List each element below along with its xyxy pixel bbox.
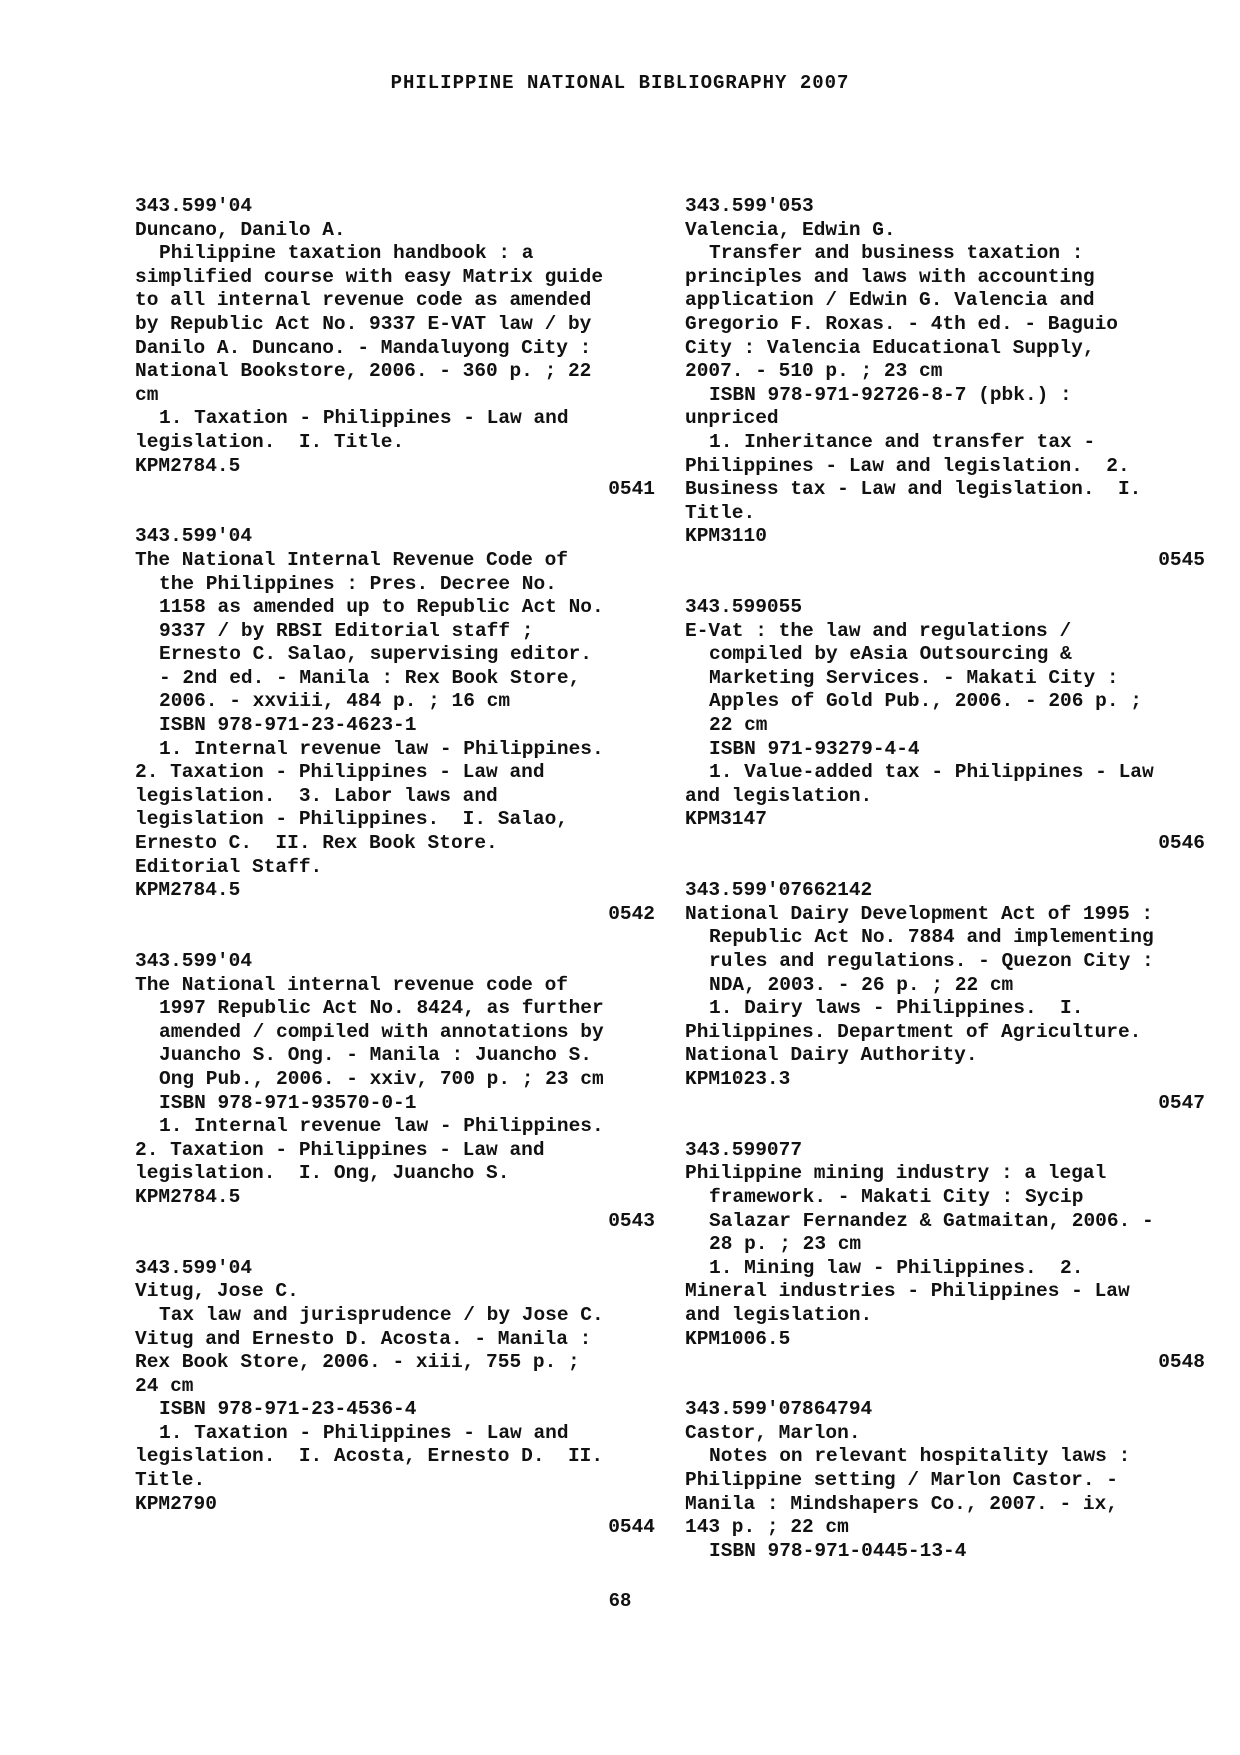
entry-line: Title. bbox=[685, 501, 756, 524]
class-number: 343.599'04 bbox=[135, 1256, 253, 1279]
entry-line: Editorial Staff. bbox=[135, 855, 323, 878]
entry-line: Valencia, Edwin G. bbox=[685, 218, 896, 241]
entry-line: KPM1023.3 bbox=[685, 1067, 791, 1090]
entry-line: KPM2790 bbox=[135, 1492, 217, 1515]
class-number: 343.599055 bbox=[685, 596, 803, 619]
bibliographic-entry bbox=[135, 195, 655, 502]
class-number: 343.599'07662142 bbox=[685, 879, 873, 902]
entry-line: compiled by eAsia Outsourcing & bbox=[709, 643, 1072, 666]
entry-line: Vitug, Jose C. bbox=[135, 1280, 299, 1303]
entry-line: KPM2784.5 bbox=[135, 454, 241, 477]
entry-line: 2006. - xxviii, 484 p. ; 16 cm bbox=[159, 690, 511, 713]
class-number: 343.599'053 bbox=[685, 195, 814, 217]
entry-line: KPM2784.5 bbox=[135, 879, 241, 902]
entry-line: KPM3110 bbox=[685, 525, 767, 548]
entry-line: National Dairy Authority. bbox=[685, 1044, 978, 1067]
entry-line: National Bookstore, 2006. - 360 p. ; 22 bbox=[135, 360, 592, 383]
entry-number: 0543 bbox=[608, 1209, 655, 1232]
entry-number: 0547 bbox=[1158, 1091, 1205, 1114]
entry-line: The National internal revenue code of bbox=[135, 973, 568, 996]
entry-line: 1. Mining law - Philippines. 2. bbox=[709, 1256, 1084, 1279]
entry-line: Transfer and business taxation : bbox=[709, 242, 1084, 265]
entry-line: to all internal revenue code as amended bbox=[135, 289, 592, 312]
entry-line: Tax law and jurisprudence / by Jose C. bbox=[159, 1303, 604, 1326]
entry-line: legislation. I. Title. bbox=[135, 430, 405, 453]
entry-number: 0544 bbox=[608, 1516, 655, 1539]
class-number: 343.599'04 bbox=[135, 950, 253, 972]
entry-line: KPM3147 bbox=[685, 808, 767, 831]
entry-line: 1. Internal revenue law - Philippines. bbox=[159, 737, 604, 760]
class-number: 343.599'04 bbox=[135, 195, 253, 217]
entry-line: framework. - Makati City : Sycip bbox=[709, 1185, 1084, 1208]
entry-line: Philippine taxation handbook : a bbox=[159, 242, 534, 265]
bibliographic-entry bbox=[135, 950, 655, 1233]
entry-line: Mineral industries - Philippines - Law bbox=[685, 1280, 1130, 1303]
entry-line: Business tax - Law and legislation. I. bbox=[685, 478, 1142, 501]
entry-line: Title. bbox=[135, 1469, 206, 1492]
right-column bbox=[685, 195, 1205, 1587]
entry-line: The National Internal Revenue Code of bbox=[135, 548, 568, 571]
entry-line: Philippines. Department of Agriculture. bbox=[685, 1020, 1142, 1043]
entry-line: the Philippines : Pres. Decree No. bbox=[159, 572, 557, 595]
entry-line: Ernesto C. II. Rex Book Store. bbox=[135, 832, 498, 855]
entry-line: unpriced bbox=[685, 407, 779, 430]
entry-line: Marketing Services. - Makati City : bbox=[709, 666, 1119, 689]
left-column bbox=[135, 195, 655, 1563]
entry-line: ISBN 978-971-23-4623-1 bbox=[159, 714, 417, 737]
entry-line: 1. Dairy laws - Philippines. I. bbox=[709, 997, 1084, 1020]
bibliographic-entry bbox=[685, 195, 1205, 573]
entry-number: 0545 bbox=[1158, 548, 1205, 571]
entry-line: 1. Taxation - Philippines - Law and bbox=[159, 407, 569, 430]
entry-number: 0542 bbox=[608, 902, 655, 925]
entry-line: Gregorio F. Roxas. - 4th ed. - Baguio bbox=[685, 312, 1118, 335]
entry-number: 0546 bbox=[1158, 832, 1205, 855]
entry-line: 24 cm bbox=[135, 1374, 194, 1397]
entry-line: and legislation. bbox=[685, 784, 873, 807]
entry-line: 1. Taxation - Philippines - Law and bbox=[159, 1421, 569, 1444]
entry-line: simplified course with easy Matrix guide bbox=[135, 265, 604, 288]
entry-line: amended / compiled with annotations by bbox=[159, 1020, 604, 1043]
class-number: 343.599077 bbox=[685, 1138, 803, 1161]
entry-line: legislation. I. Acosta, Ernesto D. II. bbox=[135, 1445, 604, 1468]
entry-line: Rex Book Store, 2006. - xiii, 755 p. ; bbox=[135, 1351, 580, 1374]
entry-line: ISBN 978-971-23-4536-4 bbox=[159, 1398, 417, 1421]
entry-line: - 2nd ed. - Manila : Rex Book Store, bbox=[159, 666, 581, 689]
entry-line: ISBN 978-971-92726-8-7 (pbk.) : bbox=[709, 383, 1072, 406]
entry-line: National Dairy Development Act of 1995 : bbox=[685, 902, 1154, 925]
entry-line: legislation - Philippines. I. Salao, bbox=[135, 808, 568, 831]
entry-line: E-Vat : the law and regulations / bbox=[685, 619, 1072, 642]
entry-line: City : Valencia Educational Supply, bbox=[685, 336, 1095, 359]
entry-line: Manila : Mindshapers Co., 2007. - ix, bbox=[685, 1492, 1118, 1515]
entry-line: by Republic Act No. 9337 E-VAT law / by bbox=[135, 312, 592, 335]
entry-line: 143 p. ; 22 cm bbox=[685, 1516, 849, 1539]
entry-line: 1. Internal revenue law - Philippines. bbox=[159, 1115, 604, 1138]
bibliographic-entry bbox=[685, 596, 1205, 856]
entry-line: application / Edwin G. Valencia and bbox=[685, 289, 1095, 312]
entry-line: Apples of Gold Pub., 2006. - 206 p. ; bbox=[709, 690, 1142, 713]
entry-line: Notes on relevant hospitality laws : bbox=[709, 1445, 1131, 1468]
entry-line: Republic Act No. 7884 and implementing bbox=[709, 926, 1154, 949]
entry-line: ISBN 971-93279-4-4 bbox=[709, 737, 920, 760]
entry-line: 9337 / by RBSI Editorial staff ; bbox=[159, 619, 534, 642]
entry-line: Philippine setting / Marlon Castor. - bbox=[685, 1469, 1118, 1492]
page-number: 68 bbox=[608, 1590, 632, 1612]
entry-line: Philippines - Law and legislation. 2. bbox=[685, 454, 1130, 477]
entry-line: 28 p. ; 23 cm bbox=[709, 1233, 862, 1256]
class-number: 343.599'04 bbox=[135, 525, 253, 548]
entry-line: Vitug and Ernesto D. Acosta. - Manila : bbox=[135, 1327, 592, 1350]
entry-line: legislation. I. Ong, Juancho S. bbox=[135, 1162, 510, 1185]
entry-line: cm bbox=[135, 383, 159, 406]
page-header: PHILIPPINE NATIONAL BIBLIOGRAPHY 2007 bbox=[390, 72, 850, 94]
entry-line: Danilo A. Duncano. - Mandaluyong City : bbox=[135, 336, 592, 359]
entry-line: principles and laws with accounting bbox=[685, 265, 1095, 288]
entry-line: KPM1006.5 bbox=[685, 1327, 791, 1350]
entry-line: ISBN 978-971-93570-0-1 bbox=[159, 1091, 417, 1114]
entry-line: KPM2784.5 bbox=[135, 1185, 241, 1208]
bibliographic-entry bbox=[685, 879, 1205, 1115]
bibliographic-entry bbox=[685, 1398, 1205, 1563]
entry-line: Duncano, Danilo A. bbox=[135, 218, 346, 241]
bibliographic-entry bbox=[685, 1139, 1205, 1375]
entry-line: NDA, 2003. - 26 p. ; 22 cm bbox=[709, 973, 1014, 996]
entry-line: ISBN 978-971-0445-13-4 bbox=[709, 1539, 967, 1562]
entry-line: Philippine mining industry : a legal bbox=[685, 1162, 1107, 1185]
entry-line: 2. Taxation - Philippines - Law and bbox=[135, 761, 545, 784]
entry-line: 1. Inheritance and transfer tax - bbox=[709, 430, 1096, 453]
entry-line: 1158 as amended up to Republic Act No. bbox=[159, 596, 604, 619]
entry-line: 2. Taxation - Philippines - Law and bbox=[135, 1138, 545, 1161]
entry-line: rules and regulations. - Quezon City : bbox=[709, 950, 1154, 972]
entry-line: Juancho S. Ong. - Manila : Juancho S. bbox=[159, 1044, 592, 1067]
entry-line: Castor, Marlon. bbox=[685, 1421, 861, 1444]
bibliographic-entry bbox=[135, 525, 655, 926]
class-number: 343.599'07864794 bbox=[685, 1398, 873, 1421]
bibliographic-entry bbox=[135, 1257, 655, 1540]
entry-line: Ernesto C. Salao, supervising editor. bbox=[159, 643, 592, 666]
entry-line: 1. Value-added tax - Philippines - Law bbox=[709, 761, 1154, 784]
entry-line: 22 cm bbox=[709, 714, 768, 737]
entry-line: legislation. 3. Labor laws and bbox=[135, 784, 498, 807]
entry-number: 0548 bbox=[1158, 1351, 1205, 1374]
entry-line: 2007. - 510 p. ; 23 cm bbox=[685, 360, 943, 383]
entry-line: and legislation. bbox=[685, 1303, 873, 1326]
entry-line: 1997 Republic Act No. 8424, as further bbox=[159, 997, 604, 1020]
entry-number: 0541 bbox=[608, 478, 655, 501]
entry-line: Salazar Fernandez & Gatmaitan, 2006. - bbox=[709, 1209, 1154, 1232]
entry-line: Ong Pub., 2006. - xxiv, 700 p. ; 23 cm bbox=[159, 1067, 604, 1090]
